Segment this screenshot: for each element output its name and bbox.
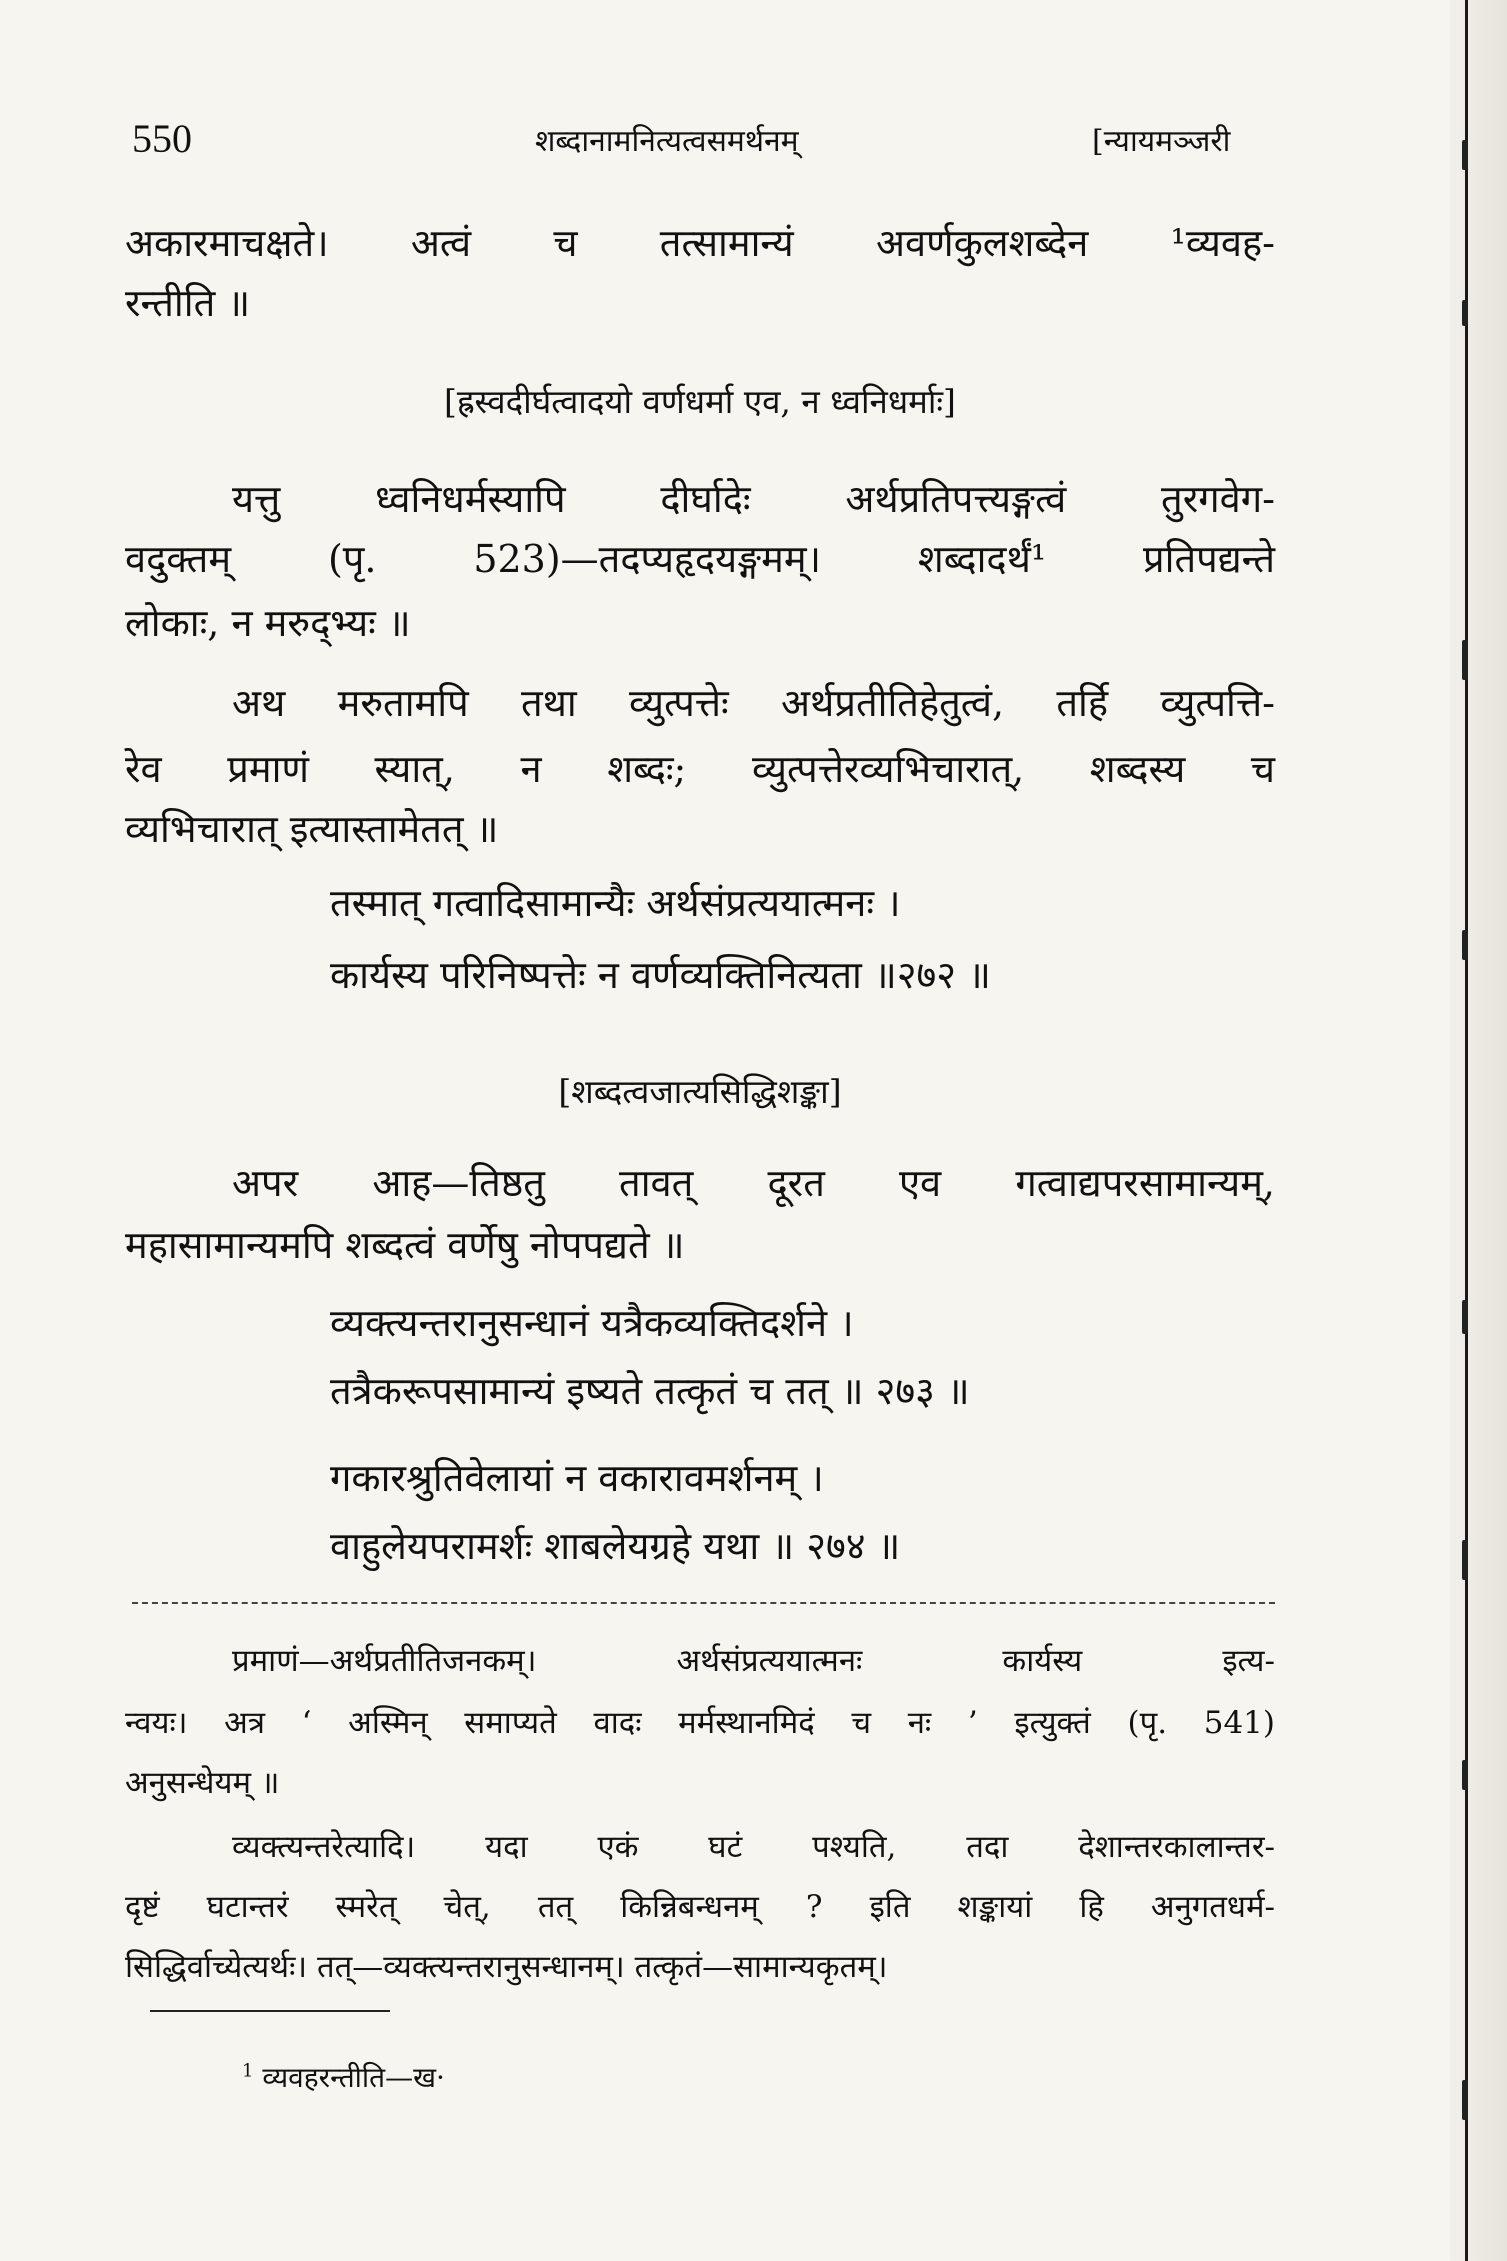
text-line: अथ मरुतामपि तथा व्युत्पत्तेः अर्थप्रतीतिहेतुत्वं, तर्हि व्युत्पत्ति- — [232, 681, 1275, 725]
verse-line: कार्यस्य परिनिष्पत्तेः न वर्णव्यक्तिनित्यता ॥२७२ ॥ — [330, 953, 991, 997]
footnote-marker: 1 — [242, 2060, 254, 2082]
binding-mark — [1462, 1300, 1468, 1334]
binding-mark — [1462, 640, 1468, 680]
binding-mark — [1462, 1760, 1468, 1790]
text-line: रन्तीति ॥ — [125, 281, 251, 325]
section-heading: [शब्दत्वजात्यसिद्धिशङ्का] — [558, 1072, 842, 1111]
text-line: अपर आह—तिष्ठतु तावत् दूरत एव गत्वाद्यपरसामान्यम्, — [232, 1161, 1275, 1205]
section-heading: [ह्रस्वदीर्घत्वादयो वर्णधर्मा एव, न ध्वनिधर्माः] — [444, 382, 956, 421]
text-line: महासामान्यमपि शब्दत्वं वर्णेषु नोपपद्यते ॥ — [125, 1223, 685, 1267]
commentary-separator — [132, 1602, 1275, 1604]
binding-mark — [1462, 930, 1468, 960]
text-line: रेव प्रमाणं स्यात्, न शब्दः; व्युत्पत्तेरव्यभिचारात्, शब्दस्य च — [125, 747, 1275, 791]
text-line: व्यभिचारात् इत्यास्तामेतत् ॥ — [125, 807, 499, 851]
text-line: वदुक्तम् (पृ. 523)—तदप्यहृदयङ्गमम्। शब्दादर्थं¹ प्रतिपद्यन्ते — [125, 537, 1275, 581]
verse-line: गकारश्रुतिवेलायां न वकारावमर्शनम् । — [330, 1456, 824, 1500]
text-line: यत्तु ध्वनिधर्मस्यापि दीर्घादेः अर्थप्रतिपत्त्यङ्गत्वं तुरगवेग- — [232, 477, 1275, 521]
verse-line: व्यक्त्यन्तरानुसन्धानं यत्रैकव्यक्तिदर्शने । — [330, 1301, 854, 1345]
page-header — [0, 115, 1507, 165]
running-section-title: [न्यायमञ्जरी — [1092, 124, 1231, 159]
commentary-line: व्यक्त्यन्तरेत्यादि। यदा एकं घटं पश्यति, तदा देशान्तरकालान्तर- — [232, 1829, 1275, 1865]
footnote-rule — [150, 2010, 390, 2012]
verse-line: तस्मात् गत्वादिसामान्यैः अर्थसंप्रत्ययात्मनः । — [330, 881, 901, 925]
verse-line: वाहुलेयपरामर्शः शाबलेयग्रहे यथा ॥ २७४ ॥ — [330, 1524, 901, 1568]
commentary-line: न्वयः। अत्र ‘ अस्मिन् समाप्यते वादः मर्मस्थानमिदं च नः ’ इत्युक्तं (पृ. 541) — [125, 1705, 1275, 1741]
commentary-line: दृष्टं घटान्तरं स्मरेत् चेत्, तत् किन्निबन्धनम् ? इति शङ्कायां हि अनुगतधर्म- — [125, 1889, 1275, 1925]
text-line: अकारमाचक्षते। अत्वं च तत्सामान्यं अवर्णकुलशब्देन ¹व्यवह- — [125, 221, 1275, 265]
running-title: शब्दानामनित्यत्वसमर्थनम् — [535, 124, 799, 159]
commentary-line: प्रमाणं—अर्थप्रतीतिजनकम्। अर्थसंप्रत्ययात्मनः कार्यस्य इत्य- — [232, 1643, 1275, 1679]
binding-mark — [1462, 300, 1468, 326]
footnote — [242, 2058, 445, 2096]
binding-mark — [1462, 2080, 1468, 2120]
text-line: लोकाः, न मरुद्भ्यः ॥ — [125, 601, 411, 645]
page-edge-shadow — [1450, 0, 1507, 2261]
commentary-line: अनुसन्धेयम् ॥ — [125, 1765, 280, 1801]
binding-mark — [1462, 1540, 1468, 1580]
commentary-line: सिद्धिर्वाच्येत्यर्थः। तत्—व्यक्त्यन्तरानुसन्धानम्। तत्कृतं—सामान्यकृतम्। — [125, 1949, 888, 1985]
footnote-text: व्यवहरन्तीति—ख· — [262, 2061, 445, 2094]
page-number: 550 — [132, 116, 192, 161]
page-binding-line — [1465, 0, 1468, 2261]
verse-line: तत्रैकरूपसामान्यं इष्यते तत्कृतं च तत् ॥ २७३ ॥ — [330, 1369, 970, 1413]
